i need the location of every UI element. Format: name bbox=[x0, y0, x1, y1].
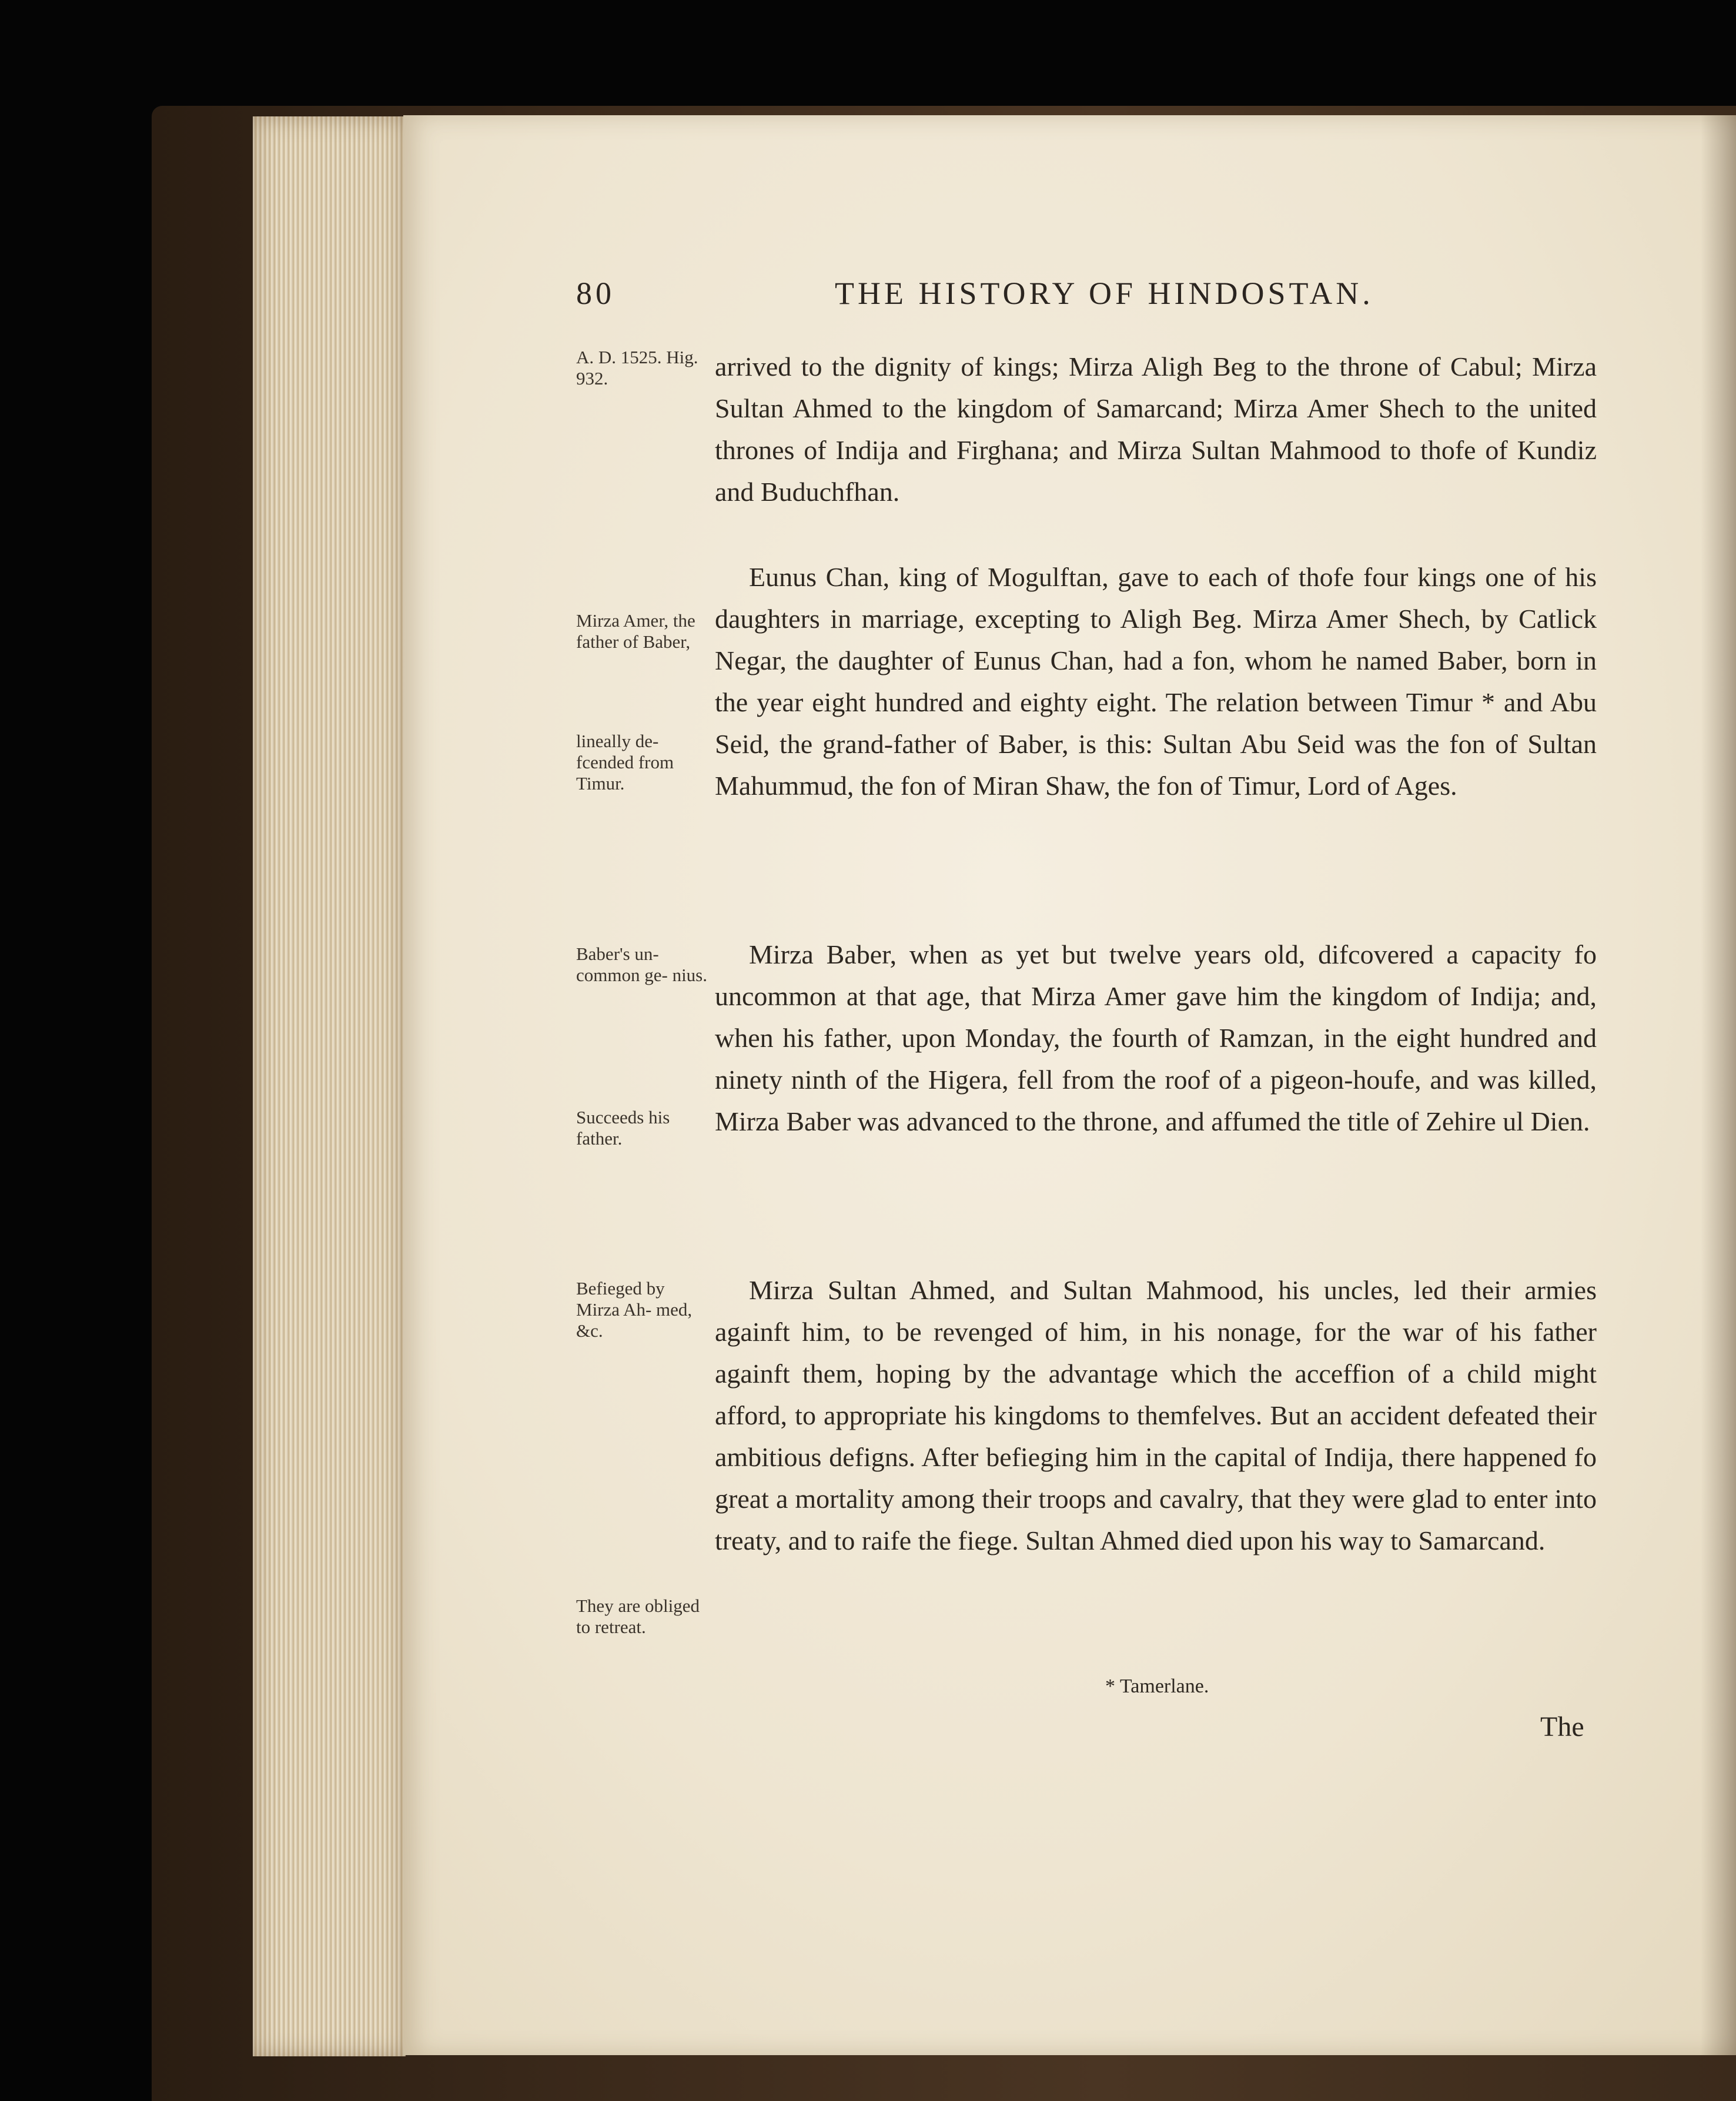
gutter-shadow bbox=[1701, 115, 1736, 2055]
margin-note-genius: Baber's un- common ge- nius. bbox=[576, 944, 707, 985]
paragraph-text: Mirza Baber, when as yet but twelve years old, difcovered a capacity fo uncommon at that age, that Mirza Amer gave him the kingdom of Indija; and, when his father, upon Monday, the fourth of Ramzan, in the eight hundred and ninety ninth of the Higera, fell from the roof of a pigeon-houfe, and was killed, Mirza Baber was advanced to the throne, and affumed the title of Zehire ul Dien. bbox=[715, 939, 1597, 1136]
paragraph-text: arrived to the dignity of kings; Mirza Aligh Beg to the throne of Cabul; Mirza Sultan Ahmed to the kingdom of Samarcand; Mirza Amer Shech to the united thrones of Indija and Firghana; and Mirza Sultan Mahmood to thofe of Kundiz and Buduchfhan. bbox=[715, 352, 1597, 507]
page-number: 80 bbox=[576, 276, 615, 311]
paragraph-text: Eunus Chan, king of Mogulftan, gave to each of thofe four kings one of his daughters in marriage, excepting to Aligh Beg. Mirza Amer Shech, by Catlick Negar, the daughter of Eunus Chan, had a fon, whom he named Baber, born in the year eight hundred and eighty eight. The relation between Timur * and Abu Seid, the grand-father of Baber, is this: Sultan Abu Seid was the fon of Sultan Mahummud, the fon of Miran Shaw, the fon of Timur, Lord of Ages. bbox=[715, 562, 1597, 801]
margin-note-succeeds: Succeeds his father. bbox=[576, 1107, 670, 1149]
paragraph-text: Mirza Sultan Ahmed, and Sultan Mahmood, his uncles, led their armies againft him, to be revenged of him, in his nonage, for the war of his father againft them, hoping by the advantage which the acceffion of a child might afford, to appropriate his kingdoms to themfelves. But an accident defeated their ambitious defigns. After befieging him in the capital of Indija, there happened fo great a mortality among their troops and cavalry, that they were glad to enter into treaty, and to raife the fiege. Sultan Ahmed died upon his way to Samarcand. bbox=[715, 1275, 1597, 1555]
footnote: * Tamerlane. bbox=[1105, 1675, 1209, 1697]
margin-note-date: A. D. 1525. Hig. 932. bbox=[576, 347, 698, 389]
page-header bbox=[576, 275, 1634, 328]
running-head: THE HISTORY OF HINDOSTAN. bbox=[835, 276, 1374, 311]
catchword: The bbox=[1540, 1711, 1584, 1742]
paragraph-1 bbox=[715, 346, 1597, 513]
page-edges bbox=[253, 116, 406, 2056]
paragraph-3 bbox=[715, 934, 1597, 1142]
paragraph-4 bbox=[715, 1269, 1597, 1561]
margin-note-lineage: lineally de- fcended from Timur. bbox=[576, 731, 674, 794]
margin-note-retreat: They are obliged to retreat. bbox=[576, 1595, 700, 1637]
margin-note-mirza-amer: Mirza Amer, the father of Baber, bbox=[576, 610, 695, 652]
margin-note-besieged: Befieged by Mirza Ah- med, &c. bbox=[576, 1278, 693, 1341]
paragraph-2 bbox=[715, 556, 1597, 807]
